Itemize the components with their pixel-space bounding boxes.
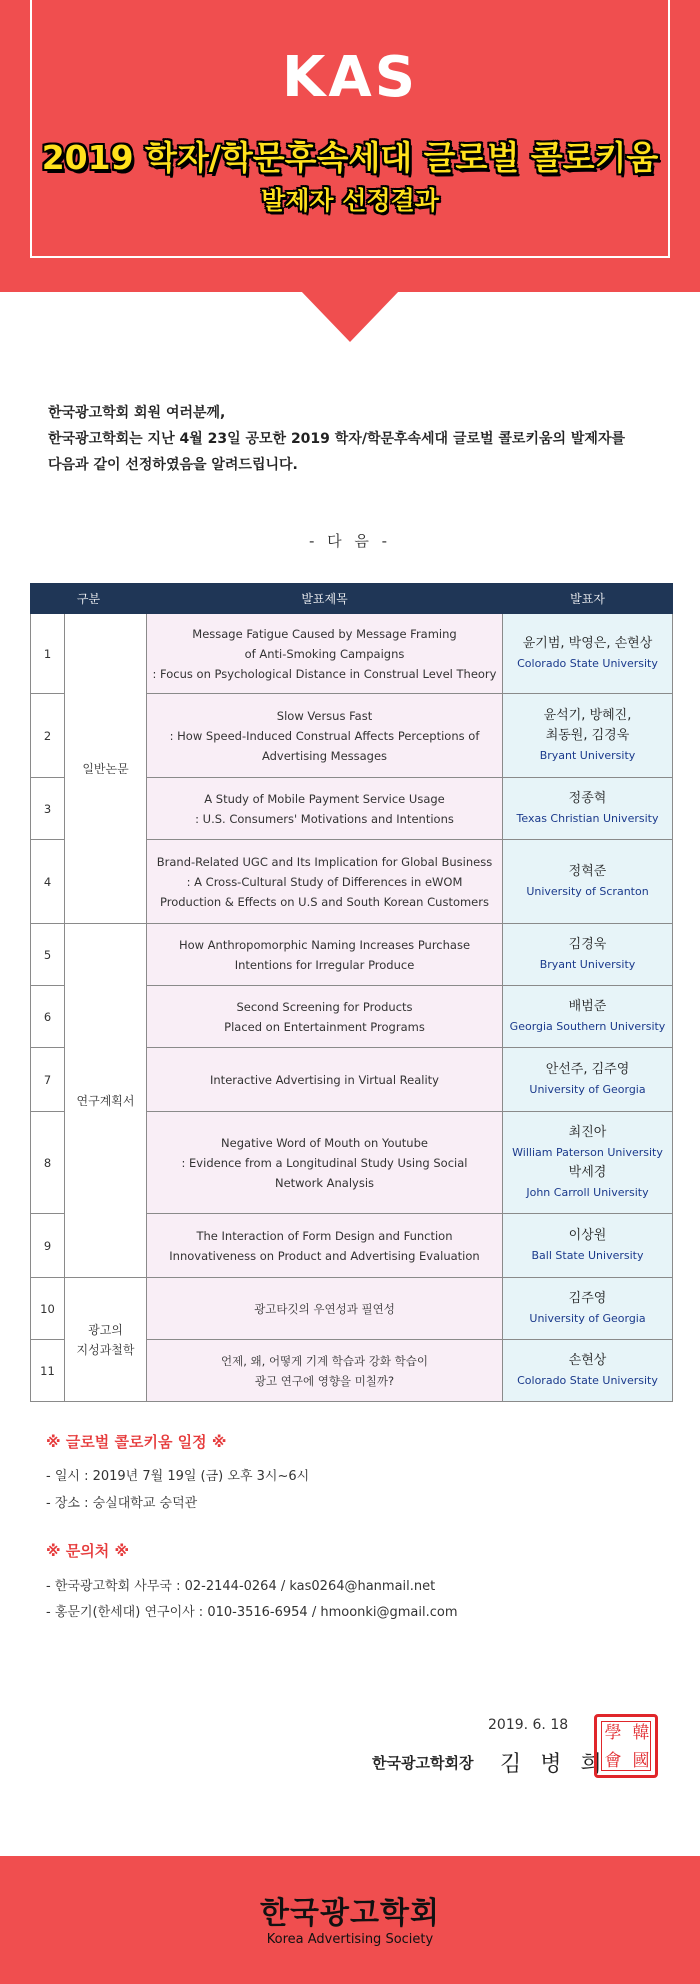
row-number: 7 bbox=[31, 1048, 65, 1112]
presenter-name: 윤기범, 박영은, 손현상 bbox=[522, 635, 653, 651]
title-line: Production & Effects on U.S and South Korean Customers bbox=[160, 894, 489, 909]
category-cell: 일반논문 bbox=[65, 614, 147, 924]
row-number: 1 bbox=[31, 614, 65, 694]
presenter-cell bbox=[503, 1340, 673, 1402]
page-subtitle: 발제자 선정결과 bbox=[261, 186, 439, 215]
schedule-date: - 일시 : 2019년 7월 19일 (금) 오후 3시~6시 bbox=[46, 1469, 310, 1484]
presentation-title bbox=[147, 694, 503, 778]
category-cell: 연구계획서 bbox=[65, 924, 147, 1278]
presenter-university: John Carroll University bbox=[526, 1185, 649, 1199]
table-row bbox=[31, 924, 673, 986]
intro-greeting: 한국광고학회 회원 여러분께, bbox=[48, 405, 226, 421]
presentation-title bbox=[147, 614, 503, 694]
row-number: 6 bbox=[31, 986, 65, 1048]
presenter-name: 배범준 bbox=[568, 998, 607, 1014]
footer-society-english: Korea Advertising Society bbox=[266, 1932, 434, 1947]
presenter-name: 박세경 bbox=[568, 1164, 607, 1180]
official-seal-icon bbox=[594, 1714, 658, 1778]
presenter-university: University of Georgia bbox=[529, 1082, 646, 1096]
presentation-title bbox=[147, 1048, 503, 1112]
table-header-row bbox=[31, 584, 673, 614]
signer-name: 김 병 희 bbox=[500, 1752, 608, 1777]
title-line: of Anti-Smoking Campaigns bbox=[244, 646, 405, 661]
presenter-university: University of Georgia bbox=[529, 1311, 646, 1325]
header-banner bbox=[0, 0, 700, 292]
title-line: A Study of Mobile Payment Service Usage bbox=[204, 791, 445, 806]
row-number: 11 bbox=[31, 1340, 65, 1402]
presentation-title bbox=[147, 1340, 503, 1402]
row-number: 9 bbox=[31, 1214, 65, 1278]
title-line: : How Speed-Induced Construal Affects Perceptions of bbox=[169, 728, 480, 743]
presenter-cell bbox=[503, 694, 673, 778]
row-number: 10 bbox=[31, 1278, 65, 1340]
presenter-university: Georgia Southern University bbox=[509, 1019, 666, 1033]
presenter-name: 안선주, 김주영 bbox=[545, 1061, 630, 1077]
presentation-title bbox=[147, 1112, 503, 1214]
title-line: The Interaction of Form Design and Function bbox=[196, 1228, 453, 1243]
footer-society-name: 한국광고학회 bbox=[260, 1896, 440, 1931]
presentation-title bbox=[147, 1214, 503, 1278]
presenter-cell bbox=[503, 1214, 673, 1278]
title-line: Advertising Messages bbox=[261, 748, 388, 763]
signer-title: 한국광고학회장 bbox=[372, 1754, 474, 1772]
page-title: 2019 학자/학문후속세대 글로벌 콜로키움 bbox=[41, 138, 659, 177]
title-line: Slow Versus Fast bbox=[276, 708, 373, 723]
category-cell: 광고의 지성과철학 bbox=[65, 1278, 147, 1402]
row-number: 2 bbox=[31, 694, 65, 778]
intro-text bbox=[48, 400, 668, 478]
presentation-title bbox=[147, 924, 503, 986]
contact-heading: ※ 문의처 ※ bbox=[46, 1542, 130, 1560]
title-line: : U.S. Consumers' Motivations and Intentions bbox=[195, 811, 454, 826]
row-number: 4 bbox=[31, 840, 65, 924]
presenter-name: 김경욱 bbox=[568, 936, 607, 952]
presenter-university: Texas Christian University bbox=[516, 811, 659, 825]
header-frame bbox=[30, 0, 670, 258]
title-line: 언제, 왜, 어떻게 기계 학습과 강화 학습이 bbox=[221, 1353, 428, 1368]
table-row bbox=[31, 1278, 673, 1340]
presenter-cell bbox=[503, 924, 673, 986]
presenter-cell bbox=[503, 840, 673, 924]
seal-char: 韓 bbox=[632, 1723, 650, 1743]
presenter-name: 김주영 bbox=[568, 1290, 607, 1306]
presenter-cell bbox=[503, 1048, 673, 1112]
row-number: 5 bbox=[31, 924, 65, 986]
title-line: 광고타깃의 우연성과 필연성 bbox=[254, 1301, 395, 1316]
presenter-cell bbox=[503, 1278, 673, 1340]
presenter-name: 최진아 bbox=[568, 1124, 607, 1140]
presenter-name: 손현상 bbox=[568, 1352, 607, 1368]
row-number: 3 bbox=[31, 778, 65, 840]
title-line: Network Analysis bbox=[274, 1175, 375, 1190]
intro-line-3: 다음과 같이 선정하였음을 알려드립니다. bbox=[48, 457, 298, 473]
title-line: Innovativeness on Product and Advertising Evaluation bbox=[169, 1248, 480, 1263]
row-number: 8 bbox=[31, 1112, 65, 1214]
table-row bbox=[31, 614, 673, 694]
title-line: Second Screening for Products bbox=[236, 999, 413, 1014]
seal-char: 國 bbox=[632, 1751, 650, 1771]
presenter-university: Colorado State University bbox=[517, 1373, 658, 1387]
title-line: Message Fatigue Caused by Message Framing bbox=[192, 626, 457, 641]
presenter-name: 정종혁 bbox=[568, 790, 607, 806]
header-title: 발표제목 bbox=[147, 584, 503, 614]
seal-char: 會 bbox=[604, 1751, 622, 1771]
title-line: Intentions for Irregular Produce bbox=[234, 957, 415, 972]
presenter-university: William Paterson University bbox=[512, 1145, 663, 1159]
seal-char: 學 bbox=[604, 1723, 622, 1743]
title-line: How Anthropomorphic Naming Increases Purchase bbox=[178, 937, 471, 952]
presentation-title bbox=[147, 986, 503, 1048]
contact-office: - 한국광고학회 사무국 : 02-2144-0264 / kas0264@hanmail.net bbox=[46, 1579, 436, 1594]
header-arrow bbox=[300, 290, 400, 342]
header-category: 구분 bbox=[31, 584, 147, 614]
schedule-heading: ※ 글로벌 콜로키움 일정 ※ bbox=[46, 1433, 227, 1451]
footer-banner bbox=[0, 1856, 700, 1984]
title-line: Interactive Advertising in Virtual Reality bbox=[210, 1072, 439, 1087]
title-line: Placed on Entertainment Programs bbox=[224, 1019, 425, 1034]
presenter-name: 최동원, 김경욱 bbox=[545, 727, 630, 743]
announcement-date: 2019. 6. 18 bbox=[488, 1717, 569, 1733]
presenter-table bbox=[30, 583, 673, 1402]
presenter-cell bbox=[503, 614, 673, 694]
intro-line-2-post: 의 발제자를 bbox=[552, 431, 625, 447]
intro-line-2 bbox=[48, 426, 668, 452]
title-line: : Evidence from a Longitudinal Study Using Social bbox=[181, 1155, 468, 1170]
presentation-title bbox=[147, 778, 503, 840]
presenter-university: University of Scranton bbox=[526, 884, 649, 898]
next-label: - 다 음 - bbox=[308, 532, 392, 550]
presenter-cell bbox=[503, 986, 673, 1048]
kas-logo: KAS bbox=[281, 45, 419, 110]
title-line: 광고 연구에 영향을 미칠까? bbox=[254, 1373, 395, 1388]
title-line: : Focus on Psychological Distance in Construal Level Theory bbox=[152, 666, 497, 681]
presenter-name: 이상원 bbox=[568, 1227, 607, 1243]
title-line: Brand-Related UGC and Its Implication for Global Business bbox=[156, 854, 493, 869]
header-presenter: 발표자 bbox=[503, 584, 673, 614]
title-line: Negative Word of Mouth on Youtube bbox=[221, 1135, 428, 1150]
presenter-name: 정혁준 bbox=[568, 863, 607, 879]
presentation-title bbox=[147, 840, 503, 924]
schedule-place: - 장소 : 숭실대학교 숭덕관 bbox=[46, 1496, 198, 1511]
intro-line-2-pre: 한국광고학회는 지난 4월 23일 공모한 bbox=[48, 431, 291, 447]
presenter-university: Bryant University bbox=[539, 957, 636, 971]
presenter-university: Colorado State University bbox=[517, 656, 658, 670]
presentation-title bbox=[147, 1278, 503, 1340]
title-line: : A Cross-Cultural Study of Differences in eWOM bbox=[186, 874, 463, 889]
presenter-university: Bryant University bbox=[539, 748, 636, 762]
intro-event-name: 2019 학자/학문후속세대 글로벌 콜로키움 bbox=[290, 431, 553, 447]
presenter-cell bbox=[503, 778, 673, 840]
contact-director: - 홍문기(한세대) 연구이사 : 010-3516-6954 / hmoonki@gmail.com bbox=[46, 1605, 458, 1620]
presenter-name: 윤석기, 방혜진, bbox=[543, 707, 632, 723]
presenter-cell bbox=[503, 1112, 673, 1214]
presenter-university: Ball State University bbox=[531, 1248, 644, 1262]
